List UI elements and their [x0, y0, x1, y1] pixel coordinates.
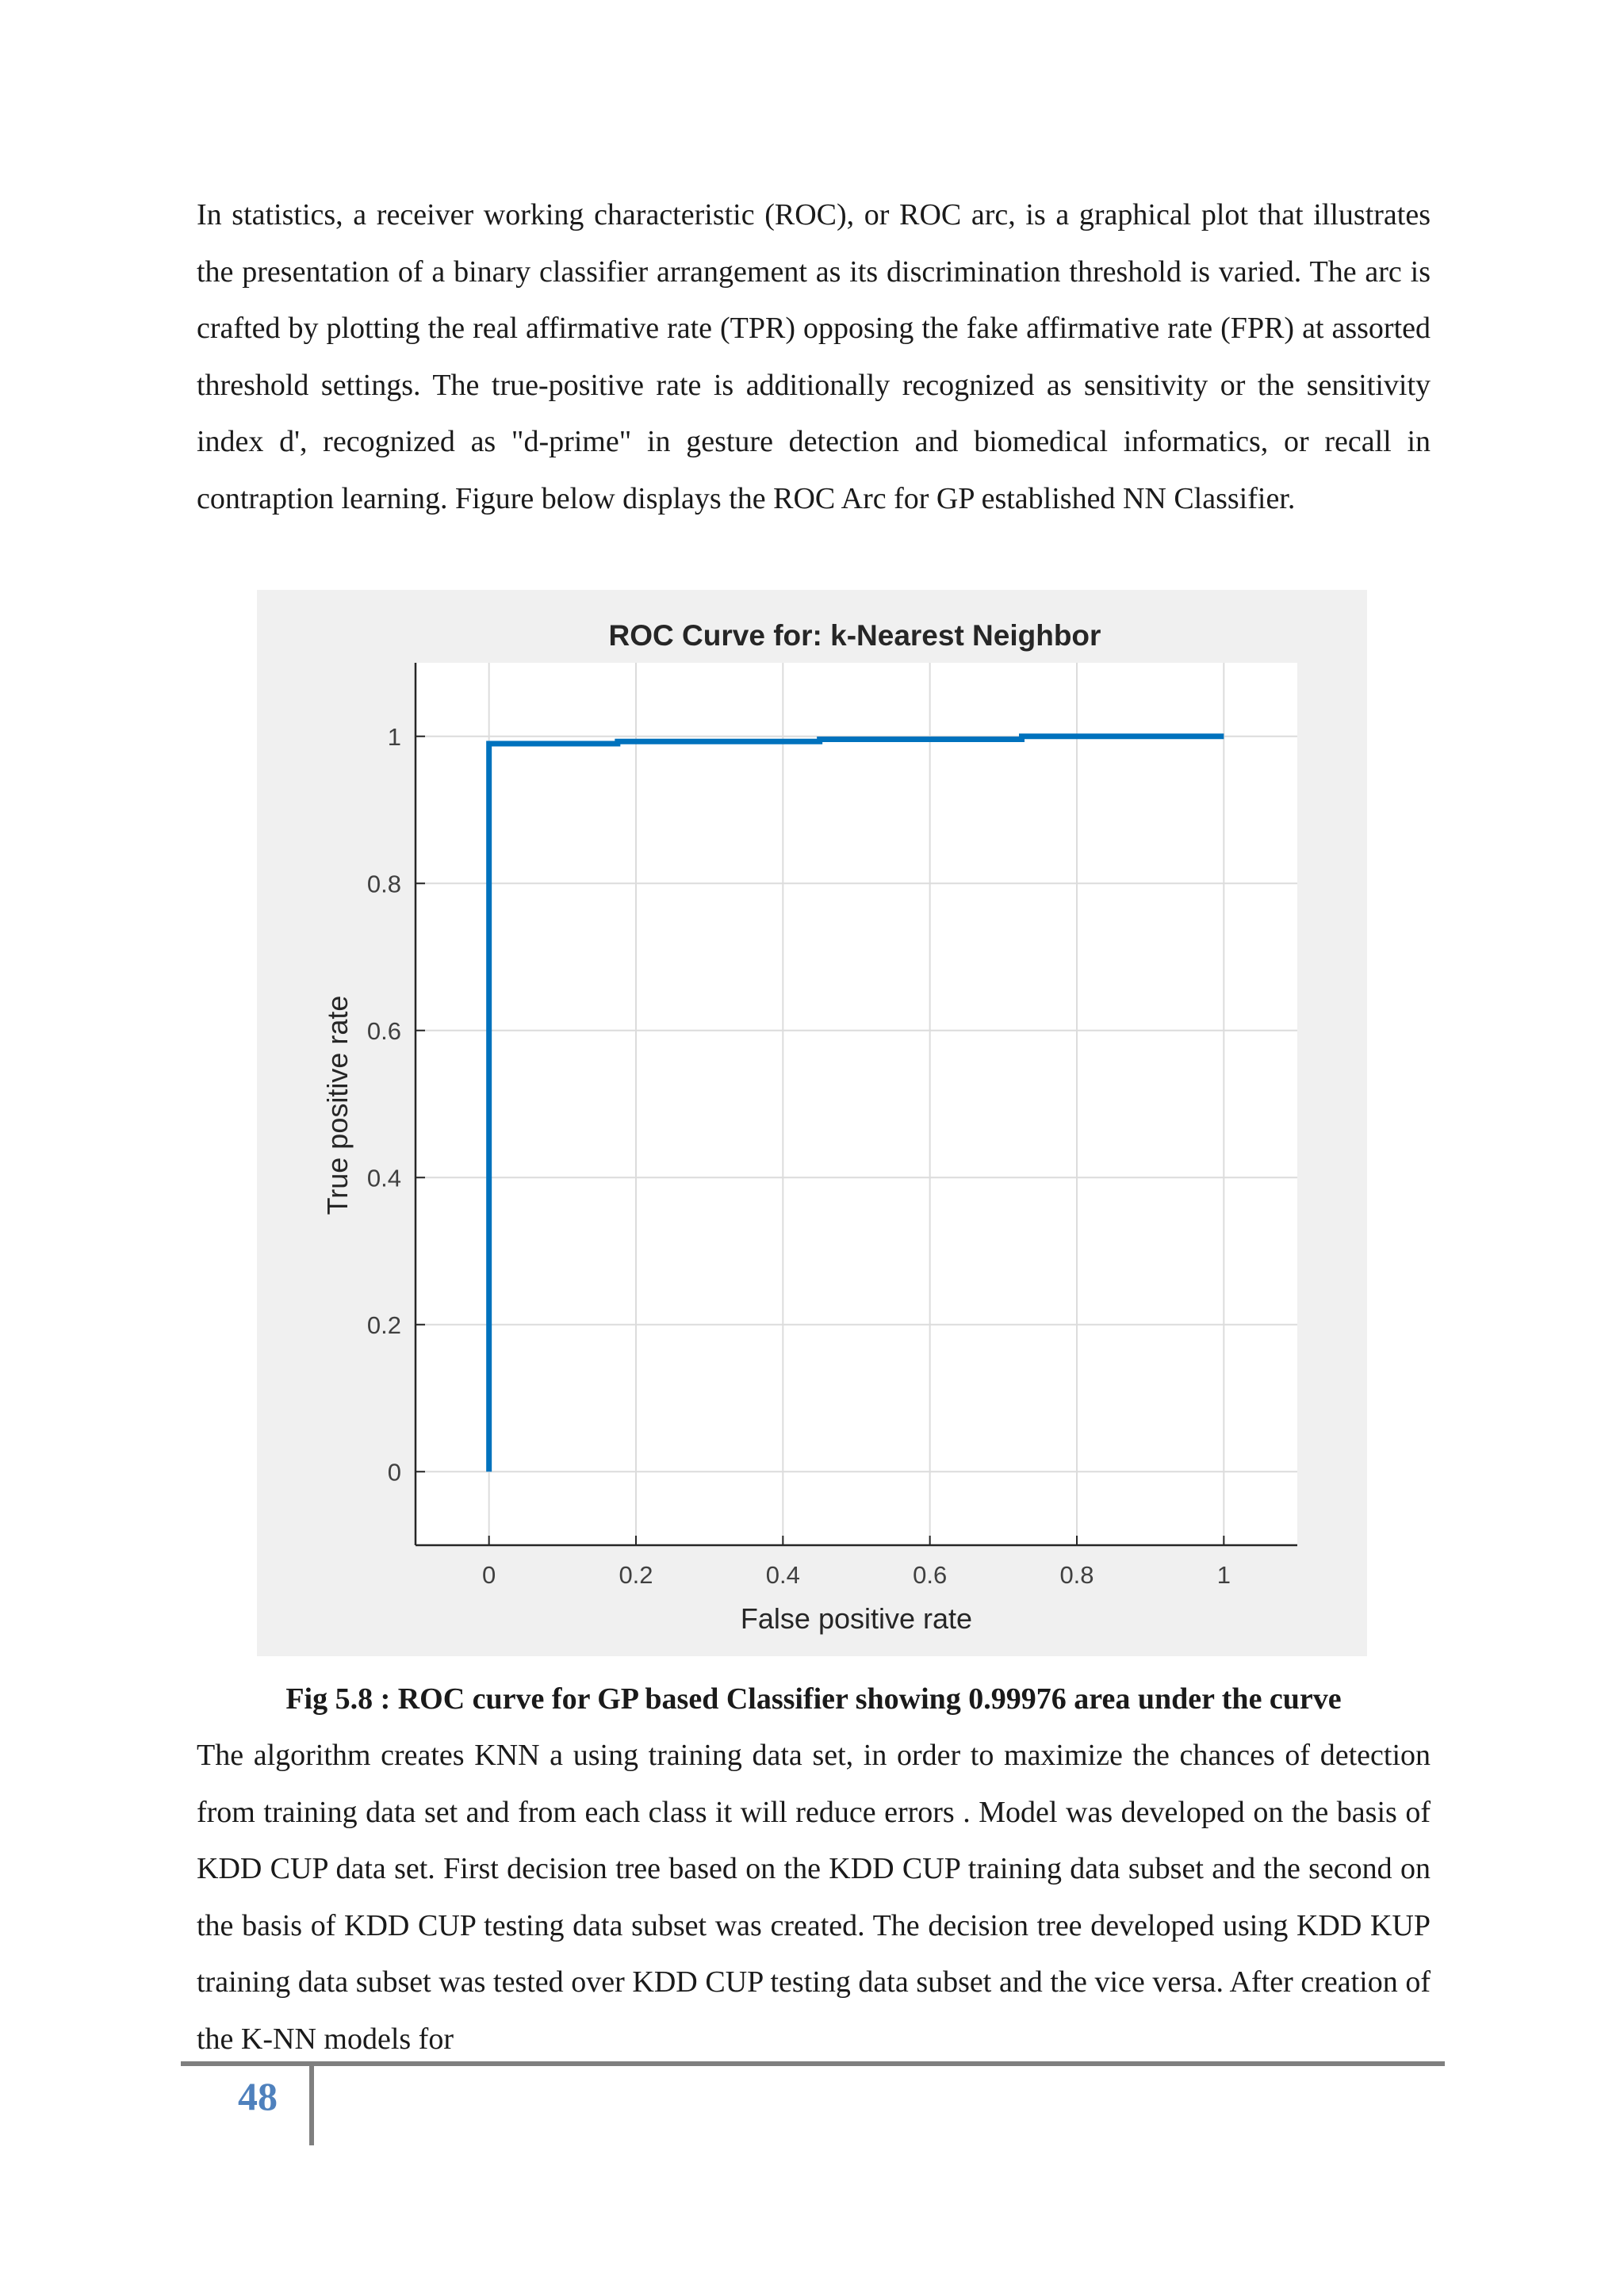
grid-layer — [416, 663, 1297, 1545]
intro-paragraph: In statistics, a receiver working characteristic (ROC), or ROC arc, is a graphical plot that illustrates the presentation of a binary classifier arrangement as its discrimination threshold is varied. The arc is crafted by plotting the real affirmative rate (TPR) opposing the fake affirmative rate (FPR) at assorted threshold settings. The true-positive rate is additionally recognized as sensitivity or the sensitivity index d', recognized as "d-prime" in gesture detection and biomedical informatics, or recall in contraption learning. Figure below displays the ROC Arc for GP established NN Classifier. — [197, 198, 1431, 515]
x-tick-label: 0.2 — [619, 1561, 653, 1589]
footer-rule — [181, 2061, 1445, 2066]
roc-figure — [257, 590, 1367, 1656]
page-number: 48 — [238, 2074, 278, 2118]
y-tick-label: 0.8 — [366, 870, 401, 898]
x-tick-label: 0 — [482, 1561, 496, 1589]
footer-divider — [309, 2066, 314, 2145]
roc-chart — [257, 590, 1367, 1656]
x-tick-label: 1 — [1216, 1561, 1231, 1589]
y-axis-label: True positive rate — [321, 995, 354, 1215]
x-tick-label: 0.4 — [765, 1561, 800, 1589]
x-tick-label: 0.8 — [1059, 1561, 1094, 1589]
y-tick-label: 0.2 — [366, 1311, 401, 1339]
y-tick-label: 0 — [387, 1458, 401, 1487]
y-tick-label: 0.4 — [366, 1164, 401, 1192]
plot-background — [416, 663, 1297, 1545]
x-axis-label: False positive rate — [740, 1602, 973, 1635]
y-tick-label: 1 — [387, 722, 401, 751]
chart-title: ROC Curve for: k-Nearest Neighbor — [608, 619, 1101, 652]
figure-caption: Fig 5.8 : ROC curve for GP based Classifier showing 0.99976 area under the curve — [285, 1682, 1342, 1716]
body-paragraph: The algorithm creates KNN a using training data set, in order to maximize the chances of detection from training data set and from each class it will reduce errors . Model was developed on the basis of KDD CUP data set. First decision tree based on the KDD CUP training data subset and the second on the basis of KDD CUP testing data subset was created. The decision tree developed using KDD KUP training data subset was tested over KDD CUP testing data subset and the vice versa. After creation of the K-NN models for — [197, 1739, 1431, 2056]
y-tick-label: 0.6 — [366, 1016, 401, 1045]
x-tick-label: 0.6 — [913, 1561, 948, 1589]
